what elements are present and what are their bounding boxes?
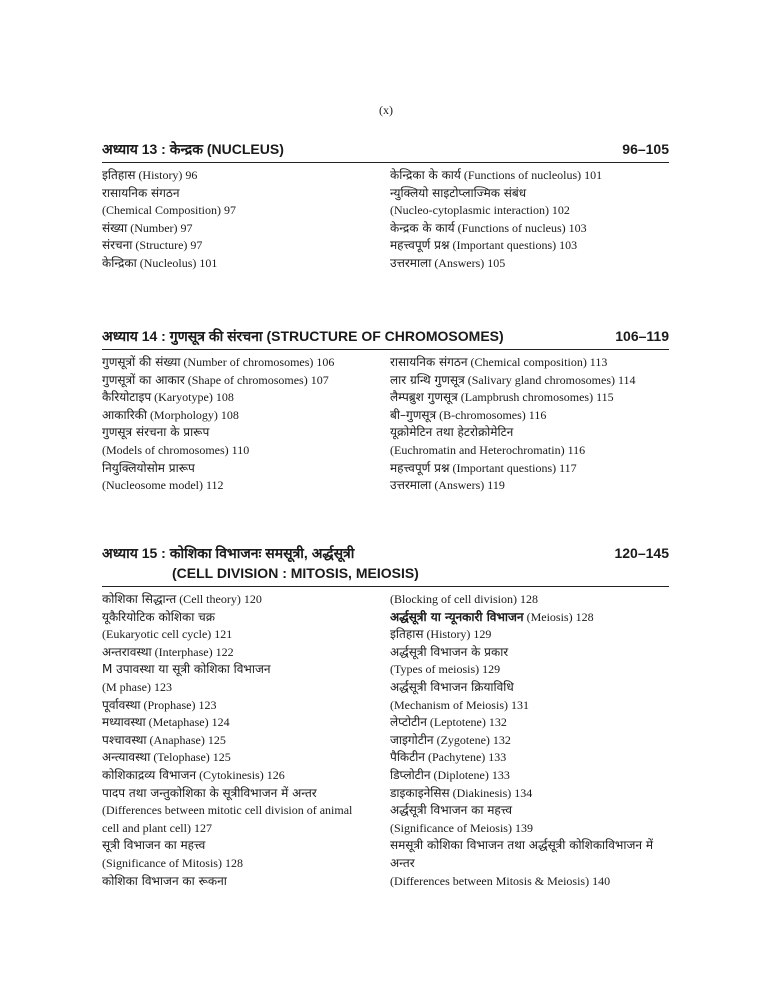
chapter-heading (102, 139, 669, 163)
toc-entry (390, 785, 669, 803)
toc-entry-hindi: कैरियोटाइप (102, 390, 152, 405)
chapter-title-text: अध्याय 15 : कोशिका विभाजनः समसूत्री, अर्द्धसूत्री (102, 545, 355, 561)
toc-entry (390, 820, 669, 838)
toc-entry-english: (Models of chromosomes) 110 (102, 442, 250, 457)
toc-entry (390, 855, 669, 873)
toc-entry (102, 372, 390, 390)
toc-entry (390, 591, 669, 609)
toc-entry (102, 697, 390, 715)
toc-entry-hindi: अर्द्धसूत्री विभाजन क्रियाविधि (390, 679, 514, 694)
toc-entry (102, 749, 390, 767)
toc-entry-hindi: इतिहास (390, 627, 424, 642)
toc-entry (390, 802, 669, 820)
toc-entry (102, 477, 390, 495)
toc-entry (102, 679, 390, 697)
chapter-contents (102, 354, 669, 495)
toc-entry (390, 389, 669, 407)
toc-entry-hindi: पैकिटीन (390, 750, 425, 765)
toc-entry (102, 820, 390, 838)
toc-entry (102, 714, 390, 732)
toc-entry (102, 460, 390, 478)
toc-entry-english: (Functions of nucleus) 103 (454, 220, 587, 235)
toc-entry (390, 202, 669, 220)
contents-column-right (390, 167, 669, 273)
toc-entry (102, 591, 390, 609)
toc-entry-hindi: पश्चावस्था (102, 732, 147, 747)
toc-entry-hindi: गुणसूत्रों का आकार (102, 372, 185, 387)
toc-entry (102, 442, 390, 460)
toc-entry-english: (Answers) 105 (431, 255, 506, 270)
toc-entry-hindi: रासायनिक संगठन (390, 355, 468, 369)
toc-entry-hindi: अन्तरावस्था (102, 644, 152, 659)
toc-entry-english: cell and plant cell) 127 (102, 820, 212, 835)
toc-entry (102, 167, 390, 185)
toc-entry-english: (Diplotene) 133 (430, 767, 510, 782)
toc-entry (102, 661, 390, 679)
toc-entry (390, 372, 669, 390)
contents-column-left (102, 354, 390, 495)
toc-entry-english: (Euchromatin and Heterochromatin) 116 (390, 442, 586, 457)
chapter-page-range: 106–119 (615, 328, 669, 344)
toc-entry-hindi: पादप तथा जन्तुकोशिका के सूत्रीविभाजन में अन्तर (102, 785, 317, 800)
toc-entry (390, 679, 669, 697)
toc-entry-hindi: न्युक्लियो साइटोप्लाज्मिक संबंध (390, 185, 527, 200)
toc-entry (102, 354, 390, 372)
toc-entry-hindi: महत्त्वपूर्ण प्रश्न (390, 238, 450, 253)
chapter-page-range: 96–105 (622, 141, 669, 157)
toc-entry-english: (Morphology) 108 (146, 407, 239, 422)
toc-entry-english: (Differences between mitotic cell division of animal (102, 803, 353, 818)
toc-entry-hindi: लैम्पब्रुश गुणसूत्र (390, 390, 458, 405)
toc-entry-english: (Answers) 119 (431, 478, 505, 493)
toc-entry-english: (Meiosis) 128 (523, 609, 594, 624)
toc-entry (102, 220, 390, 238)
toc-entry (390, 407, 669, 425)
toc-entry-hindi: केन्द्रिका के कार्य (390, 168, 461, 182)
toc-entry (102, 626, 390, 644)
toc-entry-english: (Important questions) 103 (449, 238, 578, 253)
toc-entry-hindi: उत्तरमाला (390, 255, 432, 270)
toc-entry-english: (Salivary gland chromosomes) 114 (464, 372, 636, 387)
toc-entry-english: (Cell theory) 120 (176, 592, 262, 606)
toc-entry-english: (Blocking of cell division) 128 (390, 592, 538, 606)
toc-entry-english: (History) 129 (423, 627, 492, 642)
chapter-contents (102, 167, 669, 273)
toc-entry (390, 767, 669, 785)
toc-entry-english: (Mechanism of Meiosis) 131 (390, 697, 529, 712)
toc-entry (390, 477, 669, 495)
toc-entry-hindi: लेप्टोटीन (390, 715, 427, 730)
toc-entry-english: (Prophase) 123 (140, 697, 217, 712)
toc-entry-english: (Structure) 97 (132, 238, 203, 253)
toc-entry-english: (Nucleosome model) 112 (102, 478, 224, 493)
toc-entry-english: (Shape of chromosomes) 107 (184, 372, 329, 387)
contents-column-right (390, 591, 669, 890)
chapter-title-subtitle: (CELL DIVISION : MITOSIS, MEIOSIS) (172, 565, 419, 581)
toc-entry-hindi: यूक्रोमेटिन तथा हेटरोक्रोमेटिन (390, 425, 514, 440)
toc-entry (102, 424, 390, 442)
toc-entry (102, 389, 390, 407)
toc-entry-hindi: आकारिकी (102, 407, 147, 422)
toc-entry (102, 185, 390, 203)
chapter-title (102, 326, 504, 346)
toc-entry (102, 767, 390, 785)
chapter-14 (102, 326, 669, 495)
toc-entry-hindi: संख्या (102, 220, 128, 235)
toc-entry-english: (History) 96 (135, 168, 198, 182)
toc-entry-hindi: रासायनिक संगठन (102, 185, 180, 200)
chapter-15 (102, 543, 669, 890)
toc-entry (390, 749, 669, 767)
toc-entry (102, 407, 390, 425)
toc-entry-english: (Metaphase) 124 (145, 715, 230, 730)
toc-entry-english: (Number) 97 (127, 220, 193, 235)
toc-entry-hindi: डिप्लोटीन (390, 767, 431, 782)
toc-entry-english: (M phase) 123 (102, 679, 172, 694)
toc-entry-english: (Number of chromosomes) 106 (180, 355, 335, 369)
toc-entry-hindi: बी–गुणसूत्र (390, 407, 437, 422)
toc-entry (390, 185, 669, 203)
toc-entry-hindi: अर्द्धसूत्री या न्यूनकारी विभाजन (390, 609, 524, 624)
toc-entry-hindi: केन्द्रक के कार्य (390, 220, 455, 235)
toc-entry (390, 255, 669, 273)
toc-entry (390, 626, 669, 644)
toc-entry (102, 202, 390, 220)
toc-entry-english: (Cytokinesis) 126 (196, 767, 285, 782)
chapter-heading (102, 326, 669, 350)
toc-entry-english: (Leptotene) 132 (426, 715, 507, 730)
toc-entry-english: (Interphase) 122 (151, 644, 234, 659)
toc-entry (390, 661, 669, 679)
toc-entry-english: (Telophase) 125 (150, 750, 231, 765)
toc-entry-hindi: लार ग्रन्थि गुणसूत्र (390, 372, 465, 387)
toc-entry-hindi: अन्तर (390, 855, 415, 870)
toc-entry-hindi: गुणसूत्र संरचना के प्रारूप (102, 425, 210, 440)
toc-entry-hindi: इतिहास (102, 168, 136, 182)
toc-entry (102, 732, 390, 750)
toc-entry (102, 644, 390, 662)
toc-entry-hindi: गुणसूत्रों की संख्या (102, 355, 181, 369)
toc-entry (102, 873, 390, 891)
toc-entry-english: (Diakinesis) 134 (449, 785, 533, 800)
chapter-title (102, 139, 284, 159)
toc-entry (390, 697, 669, 715)
chapter-contents (102, 591, 669, 890)
toc-entry (390, 732, 669, 750)
toc-entry-english: (Important questions) 117 (449, 460, 577, 475)
toc-entry (390, 460, 669, 478)
chapter-page-range: 120–145 (614, 545, 669, 561)
chapter-title-text: अध्याय 13 : केन्द्रक (NUCLEUS) (102, 141, 284, 157)
toc-entry (102, 785, 390, 803)
toc-entry-hindi: जाइगोटीन (390, 732, 434, 747)
toc-entry-hindi: कोशिकाद्रव्य विभाजन (102, 767, 197, 782)
toc-entry-hindi: अर्द्धसूत्री विभाजन का महत्त्व (390, 803, 513, 818)
toc-entry (102, 802, 390, 820)
toc-entry (390, 644, 669, 662)
toc-entry-hindi: कोशिका विभाजन का रूकना (102, 873, 227, 888)
toc-entry-english: (Significance of Mitosis) 128 (102, 855, 243, 870)
toc-entry-english: (Pachytene) 133 (424, 750, 507, 765)
toc-entry-english: (Anaphase) 125 (146, 732, 226, 747)
toc-entry (102, 855, 390, 873)
toc-entry-hindi: समसूत्री कोशिका विभाजन तथा अर्द्धसूत्री कोशिकाविभाजन में (390, 838, 654, 853)
toc-entry-hindi: महत्त्वपूर्ण प्रश्न (390, 460, 450, 475)
toc-entry (390, 714, 669, 732)
chapter-title (102, 543, 419, 583)
page-number: (x) (379, 103, 393, 117)
toc-entry-english: (Chemical composition) 113 (467, 355, 608, 369)
toc-entry-hindi: अन्त्यावस्था (102, 750, 151, 765)
toc-entry-english: (Functions of nucleolus) 101 (460, 168, 603, 182)
contents-column-left (102, 167, 390, 273)
toc-entry-english: (Nucleolus) 101 (136, 255, 218, 270)
toc-entry-hindi: संरचना (102, 238, 133, 253)
chapter-heading (102, 543, 669, 587)
toc-entry-hindi: उत्तरमाला (390, 478, 432, 493)
toc-entry (390, 442, 669, 460)
toc-entry (390, 220, 669, 238)
toc-entry-hindi: यूकैरियोटिक कोशिका चक्र (102, 609, 216, 624)
contents-column-left (102, 591, 390, 890)
toc-entry (102, 837, 390, 855)
toc-entry-english: (Significance of Meiosis) 139 (390, 820, 533, 835)
chapter-title-text: अध्याय 14 : गुणसूत्र की संरचना (STRUCTURE OF CHROMOSOMES) (102, 328, 504, 344)
toc-entry-english: (Nucleo-cytoplasmic interaction) 102 (390, 203, 570, 218)
toc-entry-hindi: मध्यावस्था (102, 715, 146, 730)
toc-entry (390, 424, 669, 442)
toc-entry-english: (Eukaryotic cell cycle) 121 (102, 627, 233, 642)
toc-entry (390, 609, 669, 627)
toc-entry-hindi: नियुक्लियोसोम प्रारूप (102, 460, 195, 475)
toc-entry-english: (Zygotene) 132 (433, 732, 511, 747)
toc-entry-hindi: M उपावस्था या सूत्री कोशिका विभाजन (102, 662, 271, 677)
toc-entry (390, 873, 669, 891)
toc-entry-hindi: डाइकाइनेसिस (390, 785, 450, 800)
toc-entry-english: (Chemical Composition) 97 (102, 203, 236, 218)
toc-entry-english: (Types of meiosis) 129 (390, 662, 501, 677)
toc-entry (102, 609, 390, 627)
toc-entry (102, 255, 390, 273)
toc-entry-hindi: सूत्री विभाजन का महत्त्व (102, 838, 206, 853)
chapter-13 (102, 139, 669, 273)
toc-entry-english: (B-chromosomes) 116 (436, 407, 547, 422)
toc-entry (390, 354, 669, 372)
toc-entry-english: (Lampbrush chromosomes) 115 (457, 390, 614, 405)
toc-entry-hindi: पूर्वावस्था (102, 697, 141, 712)
toc-entry (390, 837, 669, 855)
toc-entry (390, 237, 669, 255)
toc-entry (390, 167, 669, 185)
toc-entry-hindi: कोशिका सिद्धान्त (102, 592, 177, 606)
toc-entry-english: (Karyotype) 108 (151, 390, 234, 405)
toc-entry-english: (Differences between Mitosis & Meiosis) 140 (390, 873, 611, 888)
toc-entry-hindi: केन्द्रिका (102, 255, 137, 270)
contents-column-right (390, 354, 669, 495)
toc-entry (102, 237, 390, 255)
toc-entry-hindi: अर्द्धसूत्री विभाजन के प्रकार (390, 644, 509, 659)
